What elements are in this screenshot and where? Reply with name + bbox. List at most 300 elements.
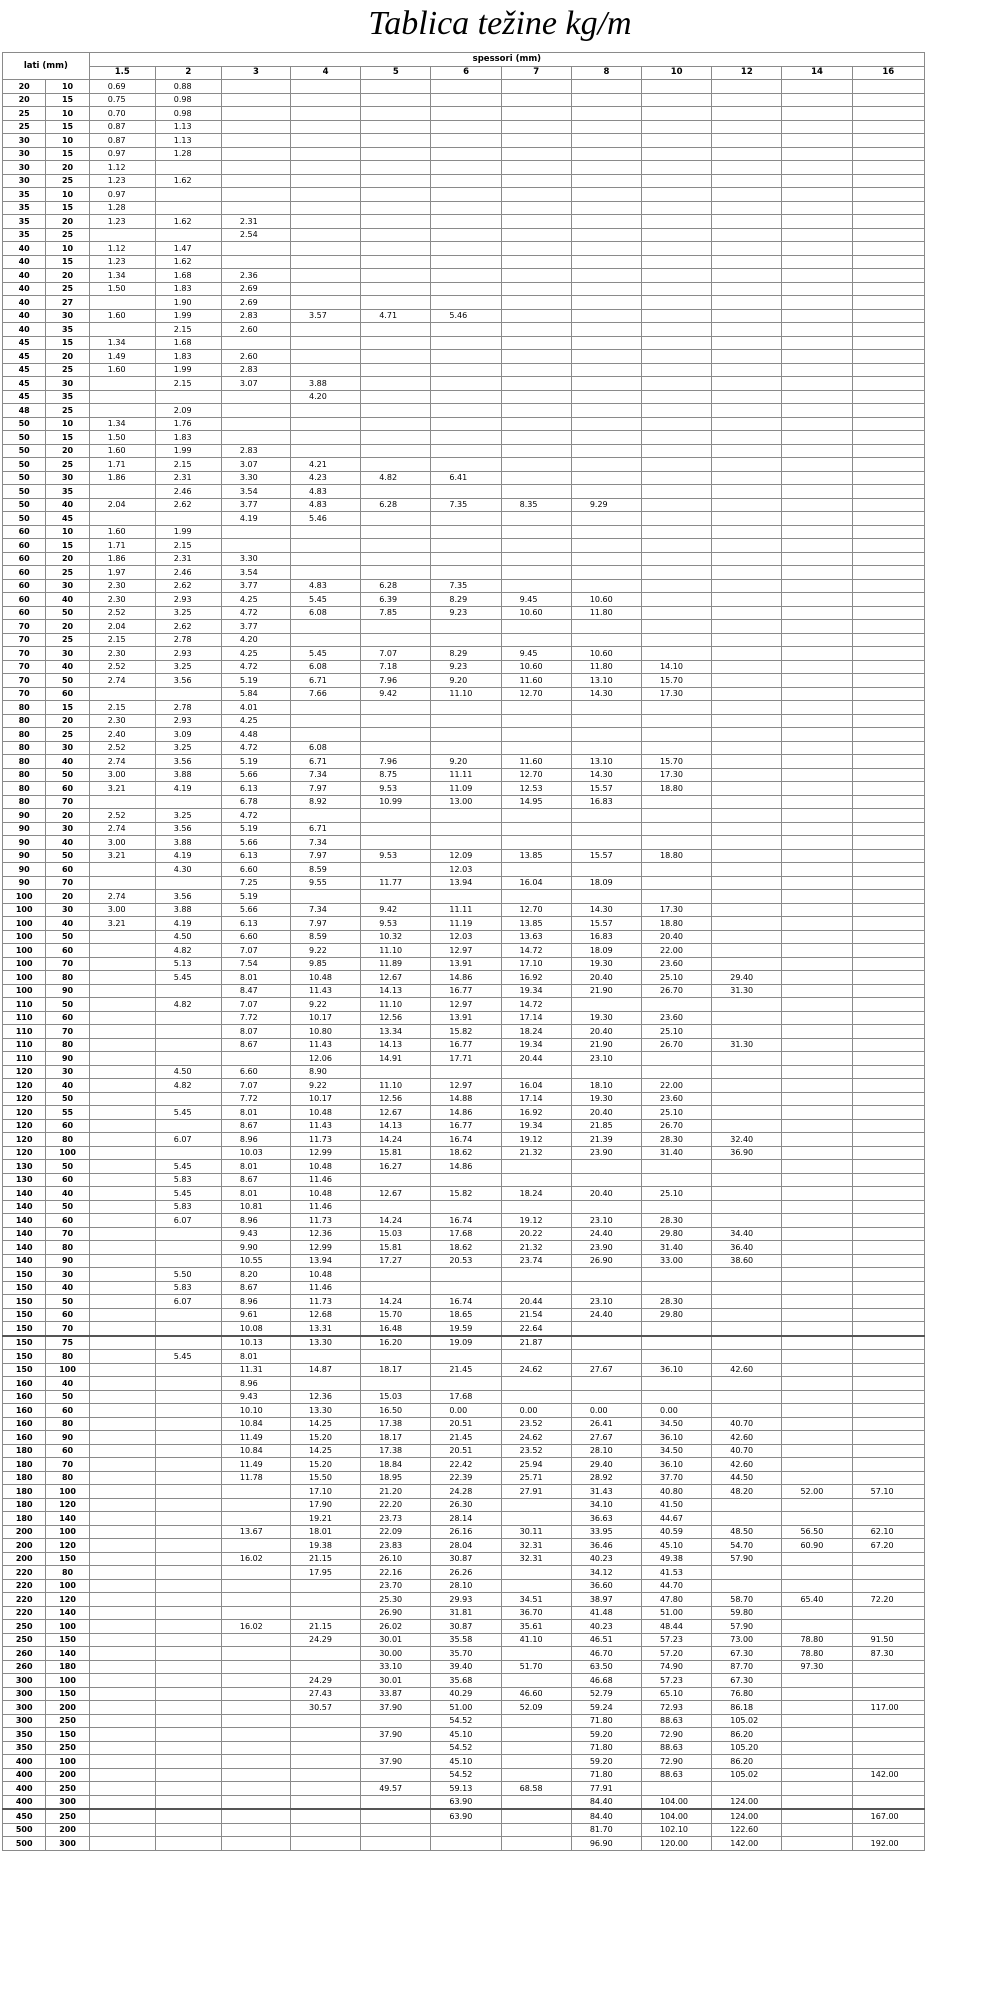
weight-cell (291, 228, 361, 242)
weight-cell (291, 620, 361, 634)
weight-cell (782, 809, 852, 823)
weight-cell (712, 404, 782, 418)
weight-cell (712, 552, 782, 566)
weight-cell: 10.08 (221, 1322, 290, 1336)
weight-cell: 29.40 (712, 971, 782, 985)
side-b-cell: 55 (46, 1106, 89, 1120)
weight-cell: 19.12 (501, 1133, 571, 1147)
weight-cell: 57.10 (852, 1485, 924, 1499)
side-a-cell: 120 (3, 1146, 46, 1160)
weight-cell (782, 1431, 852, 1445)
weight-cell (431, 188, 501, 202)
weight-cell (155, 876, 221, 890)
weight-cell (501, 1837, 571, 1851)
side-a-cell: 150 (3, 1363, 46, 1377)
weight-cell: 1.34 (89, 269, 155, 283)
weight-cell: 23.90 (571, 1241, 641, 1255)
weight-cell: 42.60 (712, 1431, 782, 1445)
side-b-cell: 40 (46, 1281, 89, 1295)
weight-cell: 54.70 (712, 1539, 782, 1553)
weight-cell: 2.30 (89, 579, 155, 593)
weight-cell: 15.20 (291, 1431, 361, 1445)
weight-cell (852, 741, 924, 755)
weight-cell (155, 1119, 221, 1133)
weight-cell (782, 161, 852, 175)
weight-cell (642, 1160, 712, 1174)
weight-cell (89, 1525, 155, 1539)
thickness-col-header: 1.5 (89, 66, 155, 80)
side-a-cell: 300 (3, 1687, 46, 1701)
weight-cell: 2.69 (221, 282, 290, 296)
weight-cell (642, 390, 712, 404)
side-b-cell: 20 (46, 809, 89, 823)
weight-cell: 3.21 (89, 782, 155, 796)
weight-cell (89, 1431, 155, 1445)
weight-cell: 14.72 (501, 998, 571, 1012)
side-a-cell: 400 (3, 1782, 46, 1796)
weight-cell (782, 1336, 852, 1350)
weight-cell: 1.99 (155, 363, 221, 377)
weight-cell (782, 1768, 852, 1782)
weight-cell: 36.70 (501, 1606, 571, 1620)
table-row (3, 1647, 925, 1661)
table-row (3, 674, 925, 688)
weight-cell (89, 971, 155, 985)
weight-cell: 22.00 (642, 1079, 712, 1093)
weight-cell (712, 417, 782, 431)
weight-cell: 7.07 (361, 647, 431, 661)
weight-cell: 19.30 (571, 957, 641, 971)
weight-cell: 8.59 (291, 863, 361, 877)
weight-cell: 16.83 (571, 930, 641, 944)
weight-cell: 9.43 (221, 1227, 290, 1241)
table-row (3, 1512, 925, 1526)
weight-cell (89, 1295, 155, 1309)
side-a-cell: 30 (3, 161, 46, 175)
weight-cell (221, 1837, 290, 1851)
weight-cell (291, 80, 361, 94)
weight-cell (712, 944, 782, 958)
weight-cell: 23.60 (642, 957, 712, 971)
weight-cell (852, 1687, 924, 1701)
weight-cell: 15.57 (571, 782, 641, 796)
weight-cell: 36.10 (642, 1363, 712, 1377)
weight-cell: 9.61 (221, 1308, 290, 1322)
table-row (3, 1106, 925, 1120)
weight-cell (571, 1268, 641, 1282)
weight-cell: 5.66 (221, 903, 290, 917)
weight-cell (501, 1728, 571, 1742)
weight-cell (852, 1187, 924, 1201)
weight-cell (782, 282, 852, 296)
weight-cell (431, 201, 501, 215)
weight-cell (852, 593, 924, 607)
weight-cell: 25.10 (642, 971, 712, 985)
table-row (3, 566, 925, 580)
weight-cell: 13.10 (571, 755, 641, 769)
weight-cell: 1.47 (155, 242, 221, 256)
weight-cell: 65.40 (782, 1593, 852, 1607)
weight-cell (852, 836, 924, 850)
weight-cell (501, 1768, 571, 1782)
weight-cell: 11.31 (221, 1363, 290, 1377)
weight-cell (852, 431, 924, 445)
weight-cell (852, 971, 924, 985)
weight-cell (712, 876, 782, 890)
weight-cell: 5.46 (291, 512, 361, 526)
side-a-cell: 160 (3, 1377, 46, 1391)
weight-cell: 11.43 (291, 1038, 361, 1052)
weight-cell (782, 782, 852, 796)
side-a-cell: 80 (3, 768, 46, 782)
weight-cell: 7.34 (291, 768, 361, 782)
weight-cell: 4.72 (221, 606, 290, 620)
weight-cell (571, 741, 641, 755)
weight-cell: 26.10 (361, 1552, 431, 1566)
side-b-cell: 80 (46, 1417, 89, 1431)
weight-cell: 51.00 (431, 1701, 501, 1715)
weight-cell (221, 1579, 290, 1593)
weight-cell: 11.73 (291, 1214, 361, 1228)
weight-cell (852, 228, 924, 242)
weight-cell: 36.90 (712, 1146, 782, 1160)
weight-cell (361, 188, 431, 202)
weight-cell: 25.71 (501, 1471, 571, 1485)
weight-cell (155, 1227, 221, 1241)
weight-cell (89, 1363, 155, 1377)
weight-cell: 9.22 (291, 998, 361, 1012)
table-row (3, 579, 925, 593)
weight-cell (155, 228, 221, 242)
weight-cell: 10.48 (291, 971, 361, 985)
table-row (3, 728, 925, 742)
weight-cell (155, 1390, 221, 1404)
weight-cell (89, 390, 155, 404)
side-b-cell: 50 (46, 768, 89, 782)
weight-cell (571, 215, 641, 229)
side-a-cell: 70 (3, 633, 46, 647)
weight-cell (571, 620, 641, 634)
weight-cell: 40.23 (571, 1620, 641, 1634)
weight-cell: 54.52 (431, 1768, 501, 1782)
weight-cell: 41.10 (501, 1633, 571, 1647)
side-a-cell: 90 (3, 822, 46, 836)
weight-cell (782, 255, 852, 269)
side-b-cell: 60 (46, 687, 89, 701)
weight-cell: 3.56 (155, 674, 221, 688)
side-b-cell: 50 (46, 674, 89, 688)
weight-cell: 51.00 (642, 1606, 712, 1620)
weight-cell: 17.10 (291, 1485, 361, 1499)
weight-cell (852, 363, 924, 377)
weight-cell (361, 566, 431, 580)
weight-cell (852, 1363, 924, 1377)
weight-cell (852, 701, 924, 715)
weight-cell (291, 539, 361, 553)
table-row (3, 849, 925, 863)
weight-cell: 26.70 (642, 984, 712, 998)
table-body (3, 80, 925, 1851)
weight-cell: 9.90 (221, 1241, 290, 1255)
weight-cell (642, 269, 712, 283)
weight-cell (221, 1728, 290, 1742)
weight-cell (431, 701, 501, 715)
weight-cell: 18.80 (642, 917, 712, 931)
side-b-cell: 30 (46, 377, 89, 391)
side-b-cell: 60 (46, 1444, 89, 1458)
weight-cell: 12.99 (291, 1241, 361, 1255)
weight-cell (361, 1768, 431, 1782)
side-b-cell: 140 (46, 1647, 89, 1661)
weight-cell: 41.50 (642, 1498, 712, 1512)
weight-cell (712, 768, 782, 782)
weight-cell (642, 620, 712, 634)
side-b-cell: 80 (46, 1038, 89, 1052)
weight-cell (431, 741, 501, 755)
weight-cell: 24.40 (571, 1308, 641, 1322)
weight-cell (642, 579, 712, 593)
weight-cell: 10.84 (221, 1444, 290, 1458)
weight-cell: 122.60 (712, 1823, 782, 1837)
weight-cell (852, 647, 924, 661)
side-b-cell: 30 (46, 903, 89, 917)
weight-cell: 104.00 (642, 1795, 712, 1809)
weight-cell: 6.60 (221, 863, 290, 877)
weight-cell (782, 1133, 852, 1147)
weight-cell (221, 1566, 290, 1580)
weight-cell (155, 1823, 221, 1837)
weight-cell (361, 431, 431, 445)
weight-cell: 71.80 (571, 1741, 641, 1755)
weight-cell: 26.26 (431, 1566, 501, 1580)
weight-cell: 59.80 (712, 1606, 782, 1620)
weight-cell (155, 1539, 221, 1553)
table-row (3, 377, 925, 391)
weight-cell (501, 1566, 571, 1580)
weight-cell (501, 363, 571, 377)
weight-cell: 2.52 (89, 660, 155, 674)
weight-cell: 28.10 (571, 1444, 641, 1458)
weight-cell (782, 620, 852, 634)
weight-cell: 36.40 (712, 1241, 782, 1255)
weight-cell (782, 1512, 852, 1526)
weight-cell: 31.81 (431, 1606, 501, 1620)
weight-cell (712, 431, 782, 445)
table-row (3, 944, 925, 958)
side-a-cell: 220 (3, 1606, 46, 1620)
weight-cell (571, 1336, 641, 1350)
side-a-cell: 48 (3, 404, 46, 418)
weight-cell (642, 120, 712, 134)
side-a-cell: 40 (3, 282, 46, 296)
weight-cell (852, 1458, 924, 1472)
weight-cell: 81.70 (571, 1823, 641, 1837)
weight-cell: 17.95 (291, 1566, 361, 1580)
side-b-cell: 15 (46, 93, 89, 107)
weight-cell: 7.07 (221, 944, 290, 958)
weight-cell: 6.71 (291, 822, 361, 836)
table-row (3, 1431, 925, 1445)
side-a-cell: 60 (3, 525, 46, 539)
side-a-cell: 45 (3, 390, 46, 404)
weight-cell (852, 147, 924, 161)
side-b-cell: 10 (46, 107, 89, 121)
weight-cell: 8.92 (291, 795, 361, 809)
table-row (3, 417, 925, 431)
weight-cell: 17.90 (291, 1498, 361, 1512)
weight-cell (712, 255, 782, 269)
weight-cell (782, 1065, 852, 1079)
weight-cell (782, 1227, 852, 1241)
side-b-cell: 150 (46, 1633, 89, 1647)
table-row (3, 606, 925, 620)
weight-cell (571, 201, 641, 215)
side-b-cell: 250 (46, 1782, 89, 1796)
table-row (3, 768, 925, 782)
weight-cell (642, 188, 712, 202)
weight-cell: 42.60 (712, 1363, 782, 1377)
weight-cell: 10.55 (221, 1254, 290, 1268)
weight-cell (642, 1065, 712, 1079)
weight-cell (782, 512, 852, 526)
weight-cell: 12.70 (501, 903, 571, 917)
weight-cell (782, 107, 852, 121)
weight-cell (782, 890, 852, 904)
weight-cell (642, 1052, 712, 1066)
weight-cell: 14.72 (501, 944, 571, 958)
weight-cell: 20.40 (642, 930, 712, 944)
table-row (3, 1823, 925, 1837)
weight-cell (361, 377, 431, 391)
weight-cell (361, 1065, 431, 1079)
weight-cell (501, 512, 571, 526)
weight-cell (361, 701, 431, 715)
weight-cell: 3.30 (221, 471, 290, 485)
weight-cell: 25.30 (361, 1593, 431, 1607)
weight-cell: 2.83 (221, 309, 290, 323)
weight-cell: 28.10 (431, 1579, 501, 1593)
weight-cell (782, 1741, 852, 1755)
weight-cell (361, 1741, 431, 1755)
side-b-cell: 120 (46, 1593, 89, 1607)
side-b-cell: 70 (46, 876, 89, 890)
side-b-cell: 80 (46, 1133, 89, 1147)
weight-cell: 16.77 (431, 1119, 501, 1133)
table-row (3, 1146, 925, 1160)
weight-cell: 0.87 (89, 134, 155, 148)
weight-cell: 4.25 (221, 714, 290, 728)
weight-cell: 1.68 (155, 336, 221, 350)
weight-cell (155, 1674, 221, 1688)
side-b-cell: 50 (46, 1160, 89, 1174)
weight-cell (291, 1606, 361, 1620)
side-a-cell: 20 (3, 93, 46, 107)
weight-cell: 48.20 (712, 1485, 782, 1499)
weight-cell (155, 1092, 221, 1106)
table-row (3, 323, 925, 337)
weight-cell (155, 1011, 221, 1025)
weight-cell: 13.67 (221, 1525, 290, 1539)
weight-cell (852, 120, 924, 134)
weight-cell (712, 714, 782, 728)
weight-cell (642, 1377, 712, 1391)
weight-cell (291, 1837, 361, 1851)
weight-cell (361, 836, 431, 850)
weight-cell (852, 323, 924, 337)
weight-cell (782, 647, 852, 661)
weight-cell: 36.46 (571, 1539, 641, 1553)
weight-cell (782, 1795, 852, 1809)
weight-cell: 5.45 (155, 971, 221, 985)
weight-cell: 12.56 (361, 1011, 431, 1025)
weight-cell: 63.90 (431, 1795, 501, 1809)
weight-cell: 30.01 (361, 1674, 431, 1688)
thickness-col-header: 6 (431, 66, 501, 80)
weight-cell (291, 1768, 361, 1782)
weight-cell: 26.41 (571, 1417, 641, 1431)
table-row (3, 1795, 925, 1809)
weight-cell (852, 579, 924, 593)
weight-cell (361, 242, 431, 256)
weight-cell: 18.24 (501, 1187, 571, 1201)
table-row (3, 1566, 925, 1580)
sides-header: lati (mm) (3, 53, 90, 80)
weight-cell: 14.10 (642, 660, 712, 674)
weight-cell (155, 201, 221, 215)
weight-cell (89, 1606, 155, 1620)
side-a-cell: 40 (3, 296, 46, 310)
weight-cell (782, 1471, 852, 1485)
thickness-col-header: 8 (571, 66, 641, 80)
weight-cell (852, 1444, 924, 1458)
weight-cell (852, 552, 924, 566)
weight-cell: 34.12 (571, 1566, 641, 1580)
weight-cell (782, 917, 852, 931)
weight-cell (221, 147, 290, 161)
weight-cell (361, 620, 431, 634)
weight-cell: 2.52 (89, 606, 155, 620)
weight-cell (291, 552, 361, 566)
weight-cell: 9.45 (501, 647, 571, 661)
weight-cell: 28.30 (642, 1295, 712, 1309)
side-a-cell: 60 (3, 579, 46, 593)
weight-cell: 14.24 (361, 1214, 431, 1228)
weight-cell (642, 836, 712, 850)
weight-cell (155, 1498, 221, 1512)
weight-cell: 3.25 (155, 741, 221, 755)
weight-cell (712, 998, 782, 1012)
side-a-cell: 200 (3, 1539, 46, 1553)
weight-cell (712, 377, 782, 391)
weight-cell: 2.15 (155, 323, 221, 337)
weight-cell: 12.67 (361, 1106, 431, 1120)
weight-cell (782, 269, 852, 283)
side-b-cell: 70 (46, 1458, 89, 1472)
weight-cell (712, 660, 782, 674)
weight-cell (89, 795, 155, 809)
weight-cell: 30.00 (361, 1647, 431, 1661)
weight-cell: 7.35 (431, 498, 501, 512)
side-a-cell: 40 (3, 309, 46, 323)
weight-cell (291, 120, 361, 134)
side-b-cell: 15 (46, 539, 89, 553)
weight-cell: 3.88 (291, 377, 361, 391)
weight-cell (501, 390, 571, 404)
weight-cell: 17.68 (431, 1227, 501, 1241)
weight-cell: 17.14 (501, 1011, 571, 1025)
side-a-cell: 90 (3, 876, 46, 890)
side-a-cell: 120 (3, 1106, 46, 1120)
